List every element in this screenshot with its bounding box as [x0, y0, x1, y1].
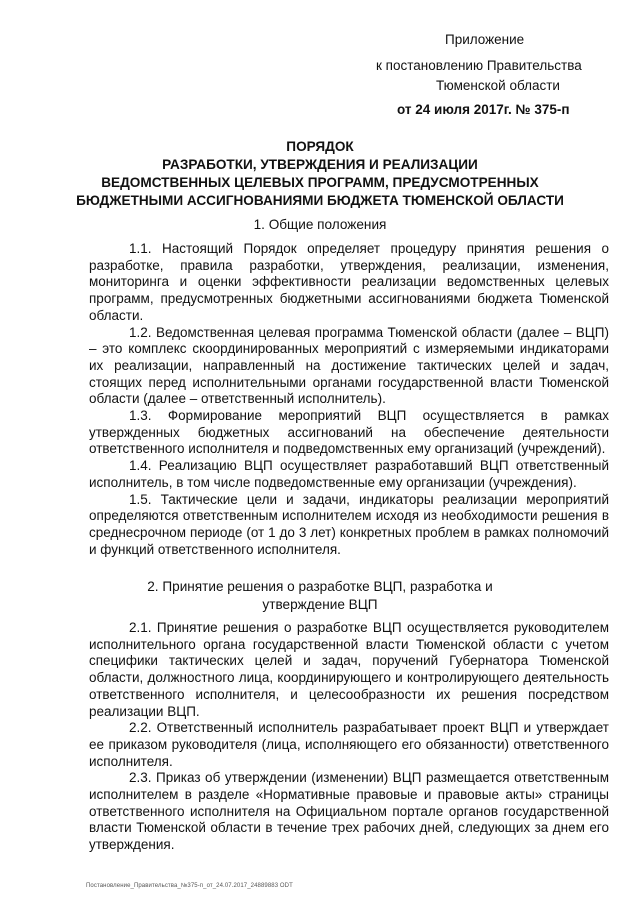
- title-line-3: ВЕДОМСТВЕННЫХ ЦЕЛЕВЫХ ПРОГРАММ, ПРЕДУСМОТРЕННЫХ: [101, 175, 539, 190]
- appendix-region-line: Тюменской области: [436, 78, 560, 93]
- title-line-4: БЮДЖЕТНЫМИ АССИГНОВАНИЯМИ БЮДЖЕТА ТЮМЕНСКОЙ ОБЛАСТИ: [76, 193, 564, 208]
- paragraph-2-1: 2.1. Принятие решения о разработке ВЦП осуществляется руководителем исполнительного органа государственной власти Тюменской области с учетом специфики тактических целей и задач, поручений Губернатора Тюменской области, должностного лица, координирующего и контролирующего деятельность ответственного исполнителя, и целесообразности их решения посредством реализации ВЦП.: [89, 620, 609, 719]
- section-1-heading: 1. Общие положения: [253, 217, 387, 232]
- document-footer: Постановление_Правительства_№375-п_от_24.07.2017_24889883 ODT: [86, 883, 293, 889]
- paragraph-1-1: 1.1. Настоящий Порядок определяет процедуру принятия решения о разработке, правила разработки, утверждения, реализации, изменения, мониторинга и оценки эффективности реализации ведомственных целевых программ, предусмотренных бюджетными ассигнованиями бюджета Тюменской области.: [89, 241, 609, 323]
- paragraph-1-3: 1.3. Формирование мероприятий ВЦП осуществляется в рамках утвержденных бюджетных ассигнований на обеспечение деятельности ответственного исполнителя и подведомственных ему организаций (учреждений).: [89, 408, 609, 457]
- section-2-heading-line-1: 2. Принятие решения о разработке ВЦП, разработка и: [147, 579, 493, 594]
- paragraph-1-2: 1.2. Ведомственная целевая программа Тюменской области (далее – ВЦП) – это комплекс скоординированных мероприятий с измеряемыми индикаторами их реализации, направленный на достижение тактических целей и задач, стоящих перед исполнительными органами государственной власти Тюменской области (далее – ответственный исполнитель).: [89, 324, 609, 407]
- paragraph-1-5: 1.5. Тактические цели и задачи, индикаторы реализации мероприятий определяются ответственным исполнителем исходя из необходимости решения в среднесрочном периоде (от 1 до 3 лет) конкретных проблем в рамках полномочий и функций ответственного исполнителя.: [89, 491, 609, 557]
- title-line-2: РАЗРАБОТКИ, УТВЕРЖДЕНИЯ И РЕАЛИЗАЦИИ: [162, 157, 478, 172]
- appendix-date: от 24 июля 2017г. № 375-п: [397, 102, 570, 117]
- document-title: [30, 138, 610, 210]
- section-1-body: [89, 241, 609, 558]
- paragraph-2-2: 2.2. Ответственный исполнитель разрабатывает проект ВЦП и утверждает ее приказом руководителя (лица, исполняющего его обязанности) ответственного исполнителя.: [89, 720, 609, 769]
- appendix-title: Приложение: [445, 32, 525, 47]
- paragraph-1-4: 1.4. Реализацию ВЦП осуществляет разработавший ВЦП ответственный исполнитель, в том числе подведомственные ему организации (учреждения).: [89, 458, 609, 490]
- section-2-heading-line-2: утверждение ВЦП: [262, 597, 378, 612]
- section-2-heading: [60, 578, 580, 614]
- paragraph-2-3: 2.3. Приказ об утверждении (изменении) ВЦП размещается ответственным исполнителем в разделе «Нормативные правовые и правовые акты» страницы ответственного исполнителя на Официальном портале органов государственной власти Тюменской области в течение трех рабочих дней, следующих за днем его утверждения.: [89, 770, 609, 853]
- section-2-body: [89, 620, 609, 854]
- appendix-decree-line: к постановлению Правительства: [376, 58, 582, 73]
- title-line-1: ПОРЯДОК: [286, 139, 354, 154]
